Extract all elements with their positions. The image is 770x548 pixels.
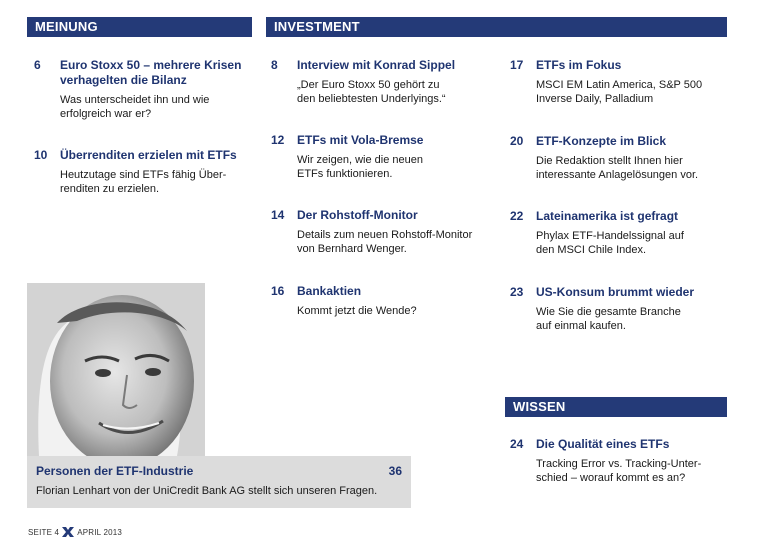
page-footer bbox=[28, 527, 122, 537]
toc-title: ETFs mit Vola-Bremse bbox=[297, 133, 424, 147]
toc-page-number: 22 bbox=[510, 209, 524, 223]
toc-page-number: 8 bbox=[271, 58, 278, 72]
toc-title: Die Qualität eines ETFs bbox=[536, 437, 670, 451]
feature-title: Personen der ETF-Industrie bbox=[36, 464, 194, 478]
toc-description: „Der Euro Stoxx 50 gehört zu den beliebtesten Underlyings.“ bbox=[297, 79, 446, 105]
toc-title: Überrenditen erzielen mit ETFs bbox=[60, 148, 237, 162]
section-header-wissen: WISSEN bbox=[505, 397, 727, 417]
footer-issue-date: APRIL 2013 bbox=[77, 527, 123, 537]
toc-title: ETFs im Fokus bbox=[536, 58, 622, 72]
toc-description: Wir zeigen, wie die neuen ETFs funktionieren. bbox=[297, 154, 423, 180]
toc-title: ETF-Konzepte im Blick bbox=[536, 134, 667, 148]
toc-page-number: 24 bbox=[510, 437, 524, 451]
toc-entry[interactable] bbox=[510, 285, 730, 333]
toc-page-number: 16 bbox=[271, 284, 285, 298]
section-header-meinung: MEINUNG bbox=[27, 17, 252, 37]
toc-page-number: 14 bbox=[271, 208, 285, 222]
toc-description: Was unterscheidet ihn und wie erfolgreich war er? bbox=[60, 94, 210, 120]
toc-title: Der Rohstoff-Monitor bbox=[297, 208, 418, 222]
toc-description: Heutzutage sind ETFs fähig Über- renditen zu erzielen. bbox=[60, 169, 227, 195]
toc-page-number: 17 bbox=[510, 58, 524, 72]
toc-entry[interactable] bbox=[510, 209, 730, 257]
toc-title: Bankaktien bbox=[297, 284, 362, 298]
toc-entry[interactable] bbox=[271, 58, 496, 106]
toc-entry[interactable] bbox=[271, 208, 496, 256]
toc-entry[interactable] bbox=[271, 284, 496, 318]
toc-page-number: 6 bbox=[34, 58, 41, 72]
toc-description: Wie Sie die gesamte Branche auf einmal kaufen. bbox=[536, 306, 681, 332]
toc-title: Euro Stoxx 50 – mehrere Krisen verhagelten die Bilanz bbox=[60, 58, 242, 87]
portrait-photo bbox=[27, 283, 205, 456]
x-logo-icon bbox=[62, 527, 74, 537]
toc-description: Tracking Error vs. Tracking-Unter- schied – worauf kommt es an? bbox=[536, 458, 702, 484]
toc-description: Die Redaktion stellt Ihnen hier interessante Anlagelösungen vor. bbox=[536, 155, 699, 181]
footer-page-label: SEITE 4 bbox=[28, 527, 60, 537]
toc-page-number: 12 bbox=[271, 133, 285, 147]
toc-title: Interview mit Konrad Sippel bbox=[297, 58, 456, 72]
toc-page-number: 23 bbox=[510, 285, 524, 299]
toc-page-number: 20 bbox=[510, 134, 524, 148]
section-header-investment: INVESTMENT bbox=[266, 17, 727, 37]
feature-description: Florian Lenhart von der UniCredit Bank AG stellt sich unseren Fragen. bbox=[36, 485, 378, 497]
toc-description: Kommt jetzt die Wende? bbox=[297, 305, 417, 317]
toc-description: Phylax ETF-Handelssignal auf den MSCI Chile Index. bbox=[536, 230, 684, 256]
toc-page-number: 10 bbox=[34, 148, 48, 162]
toc-entry[interactable] bbox=[510, 134, 730, 182]
toc-entry[interactable] bbox=[510, 437, 730, 485]
toc-description: MSCI EM Latin America, S&P 500 Inverse Daily, Palladium bbox=[536, 79, 703, 105]
toc-title: US-Konsum brummt wieder bbox=[536, 285, 695, 299]
toc-entry[interactable] bbox=[34, 148, 249, 196]
feature-box[interactable] bbox=[27, 456, 411, 508]
toc-title: Lateinamerika ist gefragt bbox=[536, 209, 679, 223]
toc-description: Details zum neuen Rohstoff-Monitor von Bernhard Wenger. bbox=[297, 229, 473, 255]
feature-page-number: 36 bbox=[388, 464, 402, 478]
toc-entry[interactable] bbox=[510, 58, 730, 106]
toc-entry[interactable] bbox=[271, 133, 496, 181]
toc-entry[interactable] bbox=[34, 58, 249, 121]
portrait-illustration bbox=[27, 283, 205, 456]
